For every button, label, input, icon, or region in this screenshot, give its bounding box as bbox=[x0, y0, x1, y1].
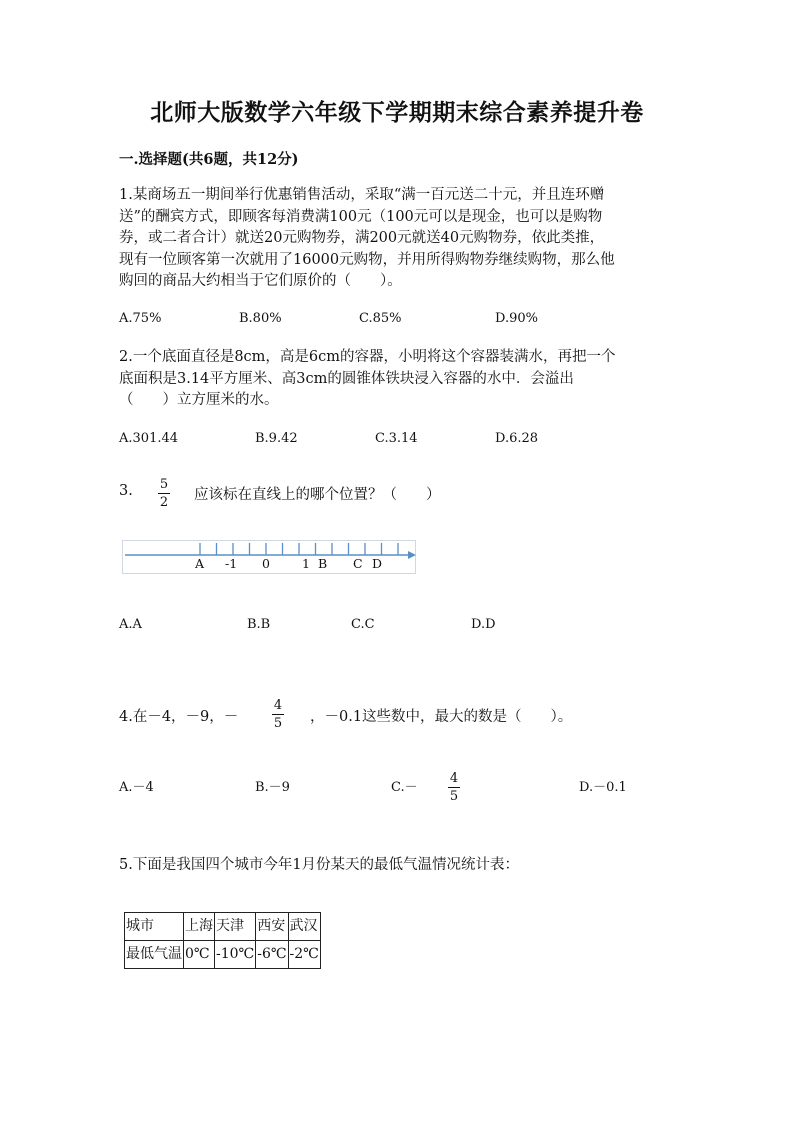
q3-option-c[interactable]: C.C bbox=[351, 617, 375, 632]
q1-option-c[interactable]: C.85% bbox=[359, 311, 402, 326]
fraction-bar bbox=[158, 493, 170, 494]
fraction-denominator: 5 bbox=[273, 716, 283, 731]
table-header-cell: 西安 bbox=[256, 913, 288, 941]
table-row bbox=[125, 941, 321, 969]
table-header-cell: 武汉 bbox=[288, 913, 320, 941]
fraction-5-2 bbox=[158, 477, 170, 510]
q4-option-b[interactable]: B.－9 bbox=[255, 780, 290, 795]
fraction-4-5-option-c bbox=[448, 771, 460, 804]
number-line-label-b: B bbox=[318, 556, 328, 571]
table-cell: -6℃ bbox=[256, 941, 288, 969]
question-1-text bbox=[119, 185, 615, 293]
number-line-label-d: D bbox=[372, 556, 383, 571]
fraction-4-5 bbox=[272, 698, 284, 731]
fraction-numerator: 4 bbox=[273, 698, 283, 713]
fraction-bar bbox=[272, 714, 284, 715]
q4-option-d[interactable]: D.－0.1 bbox=[579, 780, 627, 795]
q1-option-d[interactable]: D.90% bbox=[495, 311, 538, 326]
table-row bbox=[125, 913, 321, 941]
fraction-numerator: 5 bbox=[159, 477, 169, 492]
q3-option-a[interactable]: A.A bbox=[119, 617, 142, 632]
question-1-line: 1.某商场五一期间举行优惠销售活动，采取“满一百元送二十元，并且连环赠 bbox=[119, 187, 605, 203]
question-1-line: 购回的商品大约相当于它们原价的（ ）。 bbox=[119, 273, 402, 289]
question-4-text-before: 4.在－4，－9，－ bbox=[119, 709, 239, 725]
question-3-text: 应该标在直线上的哪个位置？（ ） bbox=[194, 487, 441, 503]
q2-option-b[interactable]: B.9.42 bbox=[255, 431, 298, 446]
number-line-label-0: 0 bbox=[262, 556, 270, 571]
question-1-line: 券，或二者合计）就送20元购物券，满200元就送40元购物券，依此类推， bbox=[119, 230, 605, 246]
q1-option-a[interactable]: A.75% bbox=[119, 311, 162, 326]
number-line-label-a: A bbox=[195, 556, 205, 571]
table-cell: -2℃ bbox=[288, 941, 320, 969]
question-2-text bbox=[119, 347, 616, 412]
table-cell: 最低气温 bbox=[125, 941, 184, 969]
number-line-label-c: C bbox=[353, 556, 363, 571]
q1-option-b[interactable]: B.80% bbox=[239, 311, 282, 326]
q2-option-d[interactable]: D.6.28 bbox=[495, 431, 539, 446]
number-line-label-neg1: -1 bbox=[225, 556, 238, 571]
q2-option-a[interactable]: A.301.44 bbox=[119, 431, 179, 446]
fraction-denominator: 5 bbox=[449, 789, 459, 804]
question-4-text-after: ，－0.1这些数中，最大的数是（ ）。 bbox=[310, 709, 573, 725]
section-heading: 一.选择题(共6题，共12分) bbox=[119, 151, 299, 168]
table-header-cell: 上海 bbox=[184, 913, 215, 941]
q3-option-b[interactable]: B.B bbox=[247, 617, 271, 632]
fraction-bar bbox=[448, 787, 460, 788]
fraction-numerator: 4 bbox=[449, 771, 459, 786]
table-header-cell: 天津 bbox=[215, 913, 256, 941]
q4-option-c[interactable]: C.－ bbox=[391, 780, 418, 795]
q2-option-c[interactable]: C.3.14 bbox=[375, 431, 418, 446]
arrow-right-icon bbox=[408, 551, 416, 559]
fraction-denominator: 2 bbox=[159, 495, 169, 510]
question-1-line: 现有一位顾客第一次就用了16000元购物，并用所得购物券继续购物，那么他 bbox=[119, 251, 615, 268]
temperature-table bbox=[124, 912, 321, 969]
q3-option-d[interactable]: D.D bbox=[471, 617, 496, 632]
page-title: 北师大版数学六年级下学期期末综合素养提升卷 bbox=[150, 99, 644, 126]
number-line-label-1: 1 bbox=[302, 556, 310, 571]
table-header-cell: 城市 bbox=[125, 913, 184, 941]
table-cell: -10℃ bbox=[215, 941, 256, 969]
question-2-line: 2.一个底面直径是8cm，高是6cm的容器，小明将这个容器装满水，再把一个 bbox=[119, 349, 616, 365]
table-cell: 0℃ bbox=[184, 941, 215, 969]
q4-option-a[interactable]: A.－4 bbox=[119, 780, 154, 795]
question-5-text: 5.下面是我国四个城市今年1月份某天的最低气温情况统计表： bbox=[119, 857, 520, 873]
question-1-line: 送”的酬宾方式，即顾客每消费满100元（100元可以是现金，也可以是购物 bbox=[119, 208, 603, 225]
question-2-line: （ ）立方厘米的水。 bbox=[119, 392, 279, 408]
question-2-line: 底面积是3.14平方厘米、高3cm的圆锥体铁块浸入容器的水中．会溢出 bbox=[119, 370, 574, 387]
question-3-number: 3. bbox=[119, 483, 133, 499]
